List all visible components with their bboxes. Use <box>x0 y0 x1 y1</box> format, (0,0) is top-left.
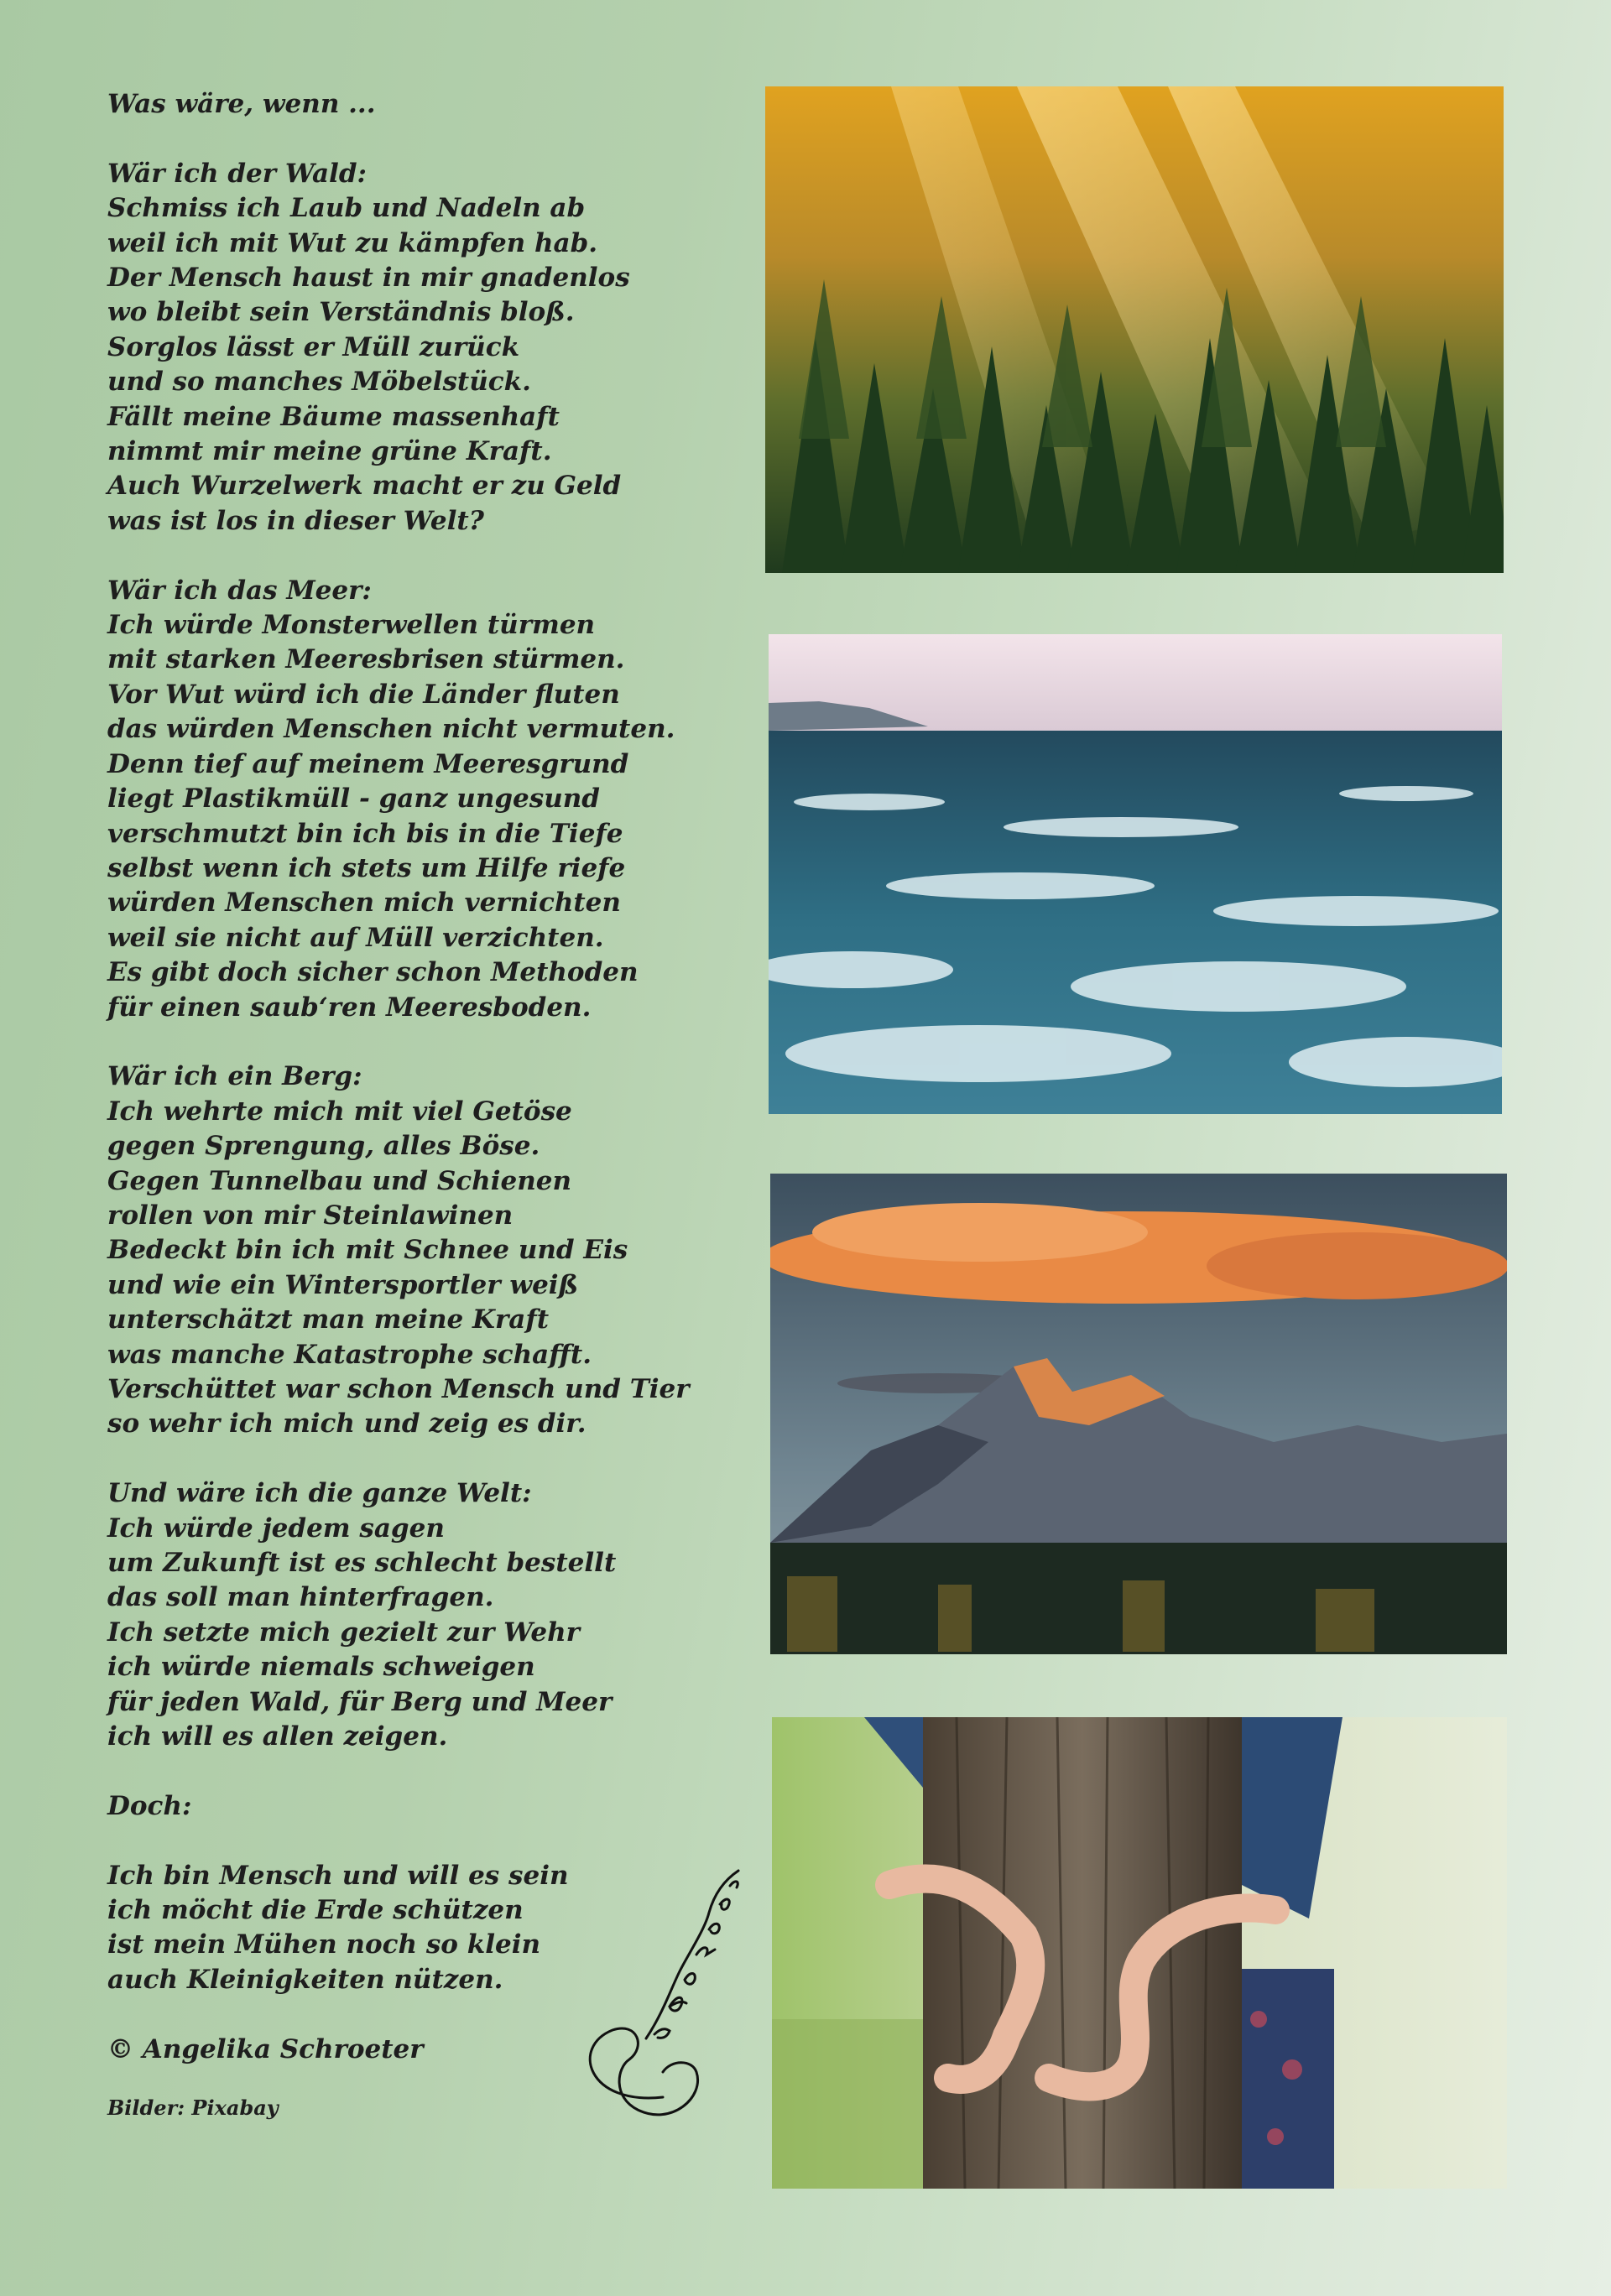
stanza-1-line: Sorglos lässt er Müll zurück <box>107 331 520 362</box>
stanza-6-line: ist mein Mühen noch so klein <box>107 1929 541 1960</box>
stanza-2-line: für einen saub‘ren Meeresboden. <box>107 992 592 1023</box>
poem-title: Was wäre, wenn ... <box>107 89 376 119</box>
stanza-4-line: ich würde niemals schweigen <box>107 1652 535 1683</box>
stanza-2-line: Vor Wut würd ich die Länder fluten <box>107 679 620 710</box>
stanza-2-line: Es gibt doch sicher schon Methoden <box>107 957 639 988</box>
stanza-3-line: Verschüttet war schon Mensch und Tier <box>107 1373 690 1404</box>
stanza-3-line: was manche Katastrophe schafft. <box>107 1339 592 1370</box>
poem <box>107 87 745 2121</box>
sea-photo <box>769 634 1502 1114</box>
stanza-3-line: so wehr ich mich und zeig es dir. <box>107 1408 587 1440</box>
stanza-4-line: das soll man hinterfragen. <box>107 1582 494 1613</box>
stanza-2-line: das würden Menschen nicht vermuten. <box>107 714 675 745</box>
stanza-1-line: weil ich mit Wut zu kämpfen hab. <box>107 227 598 258</box>
stanza-1-line: Fällt meine Bäume massenhaft <box>107 401 560 432</box>
mountain-photo <box>770 1174 1507 1654</box>
copyright: © Angelika Schroeter <box>107 2033 424 2064</box>
stanza-5-heading: Doch: <box>107 1790 192 1821</box>
stanza-3-line: Ich wehrte mich mit viel Getöse <box>107 1096 572 1127</box>
stanza-1-line: nimmt mir meine grüne Kraft. <box>107 436 552 467</box>
stanza-3-line: unterschätzt man meine Kraft <box>107 1304 550 1335</box>
stanza-6-line: ich möcht die Erde schützen <box>107 1895 524 1926</box>
stanza-4-line: ich will es allen zeigen. <box>107 1721 448 1752</box>
stanza-2-line: weil sie nicht auf Müll verzichten. <box>107 922 604 953</box>
stanza-3-heading: Wär ich ein Berg: <box>107 1061 362 1092</box>
stanza-4-line: Ich würde jedem sagen <box>107 1512 445 1544</box>
forest-photo <box>765 86 1504 573</box>
stanza-2-heading: Wär ich das Meer: <box>107 575 372 606</box>
signature-logo <box>537 1820 755 2173</box>
stanza-4-heading: Und wäre ich die ganze Welt: <box>107 1478 532 1509</box>
stanza-2-line: Denn tief auf meinem Meeresgrund <box>107 748 629 779</box>
image-credits: Bilder: Pixabay <box>107 2096 279 2121</box>
stanza-1-heading: Wär ich der Wald: <box>107 158 367 189</box>
stanza-3-line: Gegen Tunnelbau und Schienen <box>107 1165 572 1196</box>
stanza-2-line: verschmutzt bin ich bis in die Tiefe <box>107 818 623 849</box>
tree-hug-photo <box>772 1717 1507 2189</box>
stanza-1-line: und so manches Möbelstück. <box>107 367 531 398</box>
stanza-1-line: Schmiss ich Laub und Nadeln ab <box>107 193 586 224</box>
stanza-2-line: würden Menschen mich vernichten <box>107 888 621 919</box>
stanza-2-line: mit starken Meeresbrisen stürmen. <box>107 644 625 675</box>
stanza-4-line: um Zukunft ist es schlecht bestellt <box>107 1548 617 1578</box>
stanza-3-line: Bedeckt bin ich mit Schnee und Eis <box>107 1235 628 1266</box>
stanza-3-line: und wie ein Wintersportler weiß <box>107 1269 579 1300</box>
stanza-6-line: auch Kleinigkeiten nützen. <box>107 1964 503 1995</box>
stanza-3-line: rollen von mir Steinlawinen <box>107 1200 514 1231</box>
stanza-3-line: gegen Sprengung, alles Böse. <box>107 1131 540 1162</box>
stanza-1-line: wo bleibt sein Verständnis bloß. <box>107 297 575 328</box>
stanza-2-line: Ich würde Monsterwellen türmen <box>107 610 596 641</box>
stanza-2-line: selbst wenn ich stets um Hilfe riefe <box>107 852 626 883</box>
stanza-4-line: für jeden Wald, für Berg und Meer <box>107 1686 613 1717</box>
stanza-4-line: Ich setzte mich gezielt zur Wehr <box>107 1617 580 1648</box>
stanza-6-heading: Ich bin Mensch und will es sein <box>107 1860 569 1891</box>
stanza-2-line: liegt Plastikmüll - ganz ungesund <box>107 784 600 815</box>
stanza-1-line: Auch Wurzelwerk macht er zu Geld <box>107 471 622 502</box>
stanza-1-line: Der Mensch haust in mir gnadenlos <box>107 263 630 294</box>
stanza-1-line: was ist los in dieser Welt? <box>107 505 484 536</box>
